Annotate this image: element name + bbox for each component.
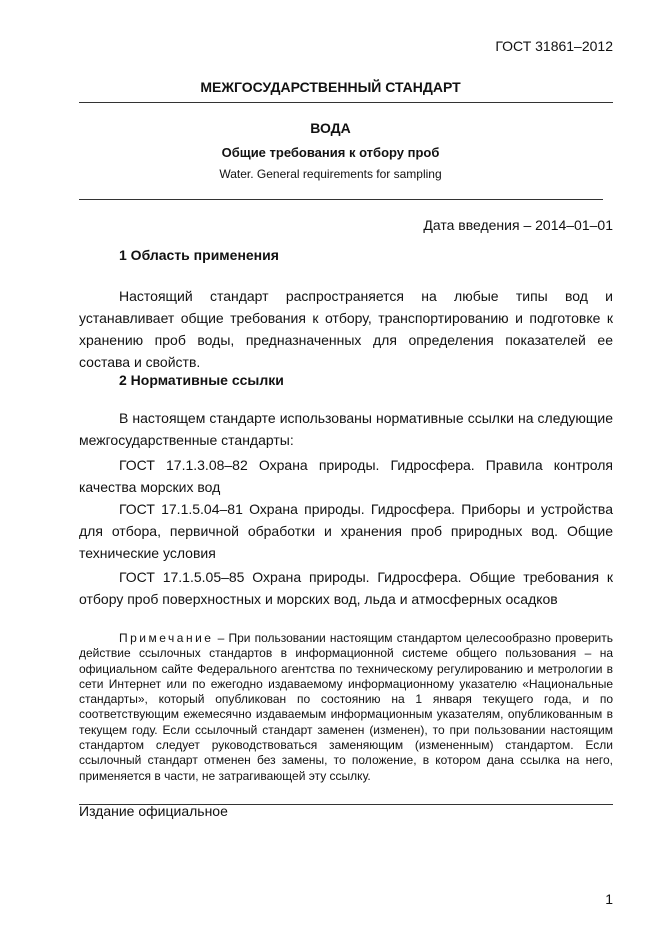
document-subtitle: Общие требования к отбору проб [221, 145, 440, 160]
page-number: 1 [605, 891, 613, 907]
document-title: ВОДА [310, 120, 351, 136]
section-1-heading: 1 Область применения [119, 247, 279, 263]
standard-type-heading: МЕЖГОСУДАРСТВЕННЫЙ СТАНДАРТ [200, 79, 461, 95]
document-code: ГОСТ 31861–2012 [495, 38, 613, 54]
section-2-intro: В настоящем стандарте использованы нормативные ссылки на следующие межгосударственные стандарты: [79, 410, 613, 448]
section-2-heading: 2 Нормативные ссылки [119, 372, 284, 388]
title-divider [79, 199, 603, 200]
reference-item: ГОСТ 17.1.5.05–85 Охрана природы. Гидросфера. Общие требования к отбору проб поверхностных и морских вод, льда и атмосферных осадков [79, 569, 613, 607]
note-label: Примечание [119, 631, 214, 645]
section-1-paragraph: Настоящий стандарт распространяется на любые типы вод и устанавливает общие требования к отбору, транспортированию и подготовке к хранению проб воды, предназначенных для определения показателей ее состава и свойств. [79, 288, 613, 370]
note-text: – При пользовании настоящим стандартом целесообразно проверить действие ссылочных стандартов в информационной системе общего пользования – на официальном сайте Федерального агентства по техническому регулированию и метрологии в сети Интернет или по ежегодно издаваемому информационному указателю «Национальные стандарты», который опубликован по состоянию на 1 января текущего года, и по соответствующим ежемесячно издаваемым информационным указателям, опубликованным в текущем году. Если ссылочный стандарт заменен (изменен), то при пользовании настоящим стандартом следует руководствоваться заменяющим (измененным) стандартом. Если ссылочный стандарт отменен без замены, то положение, в котором дана ссылка на него, применяется в части, не затрагивающей эту ссылку. [79, 631, 613, 783]
reference-item: ГОСТ 17.1.3.08–82 Охрана природы. Гидросфера. Правила контроля качества морских вод [79, 457, 613, 495]
introduction-date: Дата введения – 2014–01–01 [423, 217, 613, 233]
header-divider [79, 102, 613, 103]
edition-label: Издание официальное [79, 803, 228, 819]
english-title: Water. General requirements for sampling [219, 167, 442, 181]
note-block [79, 631, 613, 784]
reference-item: ГОСТ 17.1.5.04–81 Охрана природы. Гидросфера. Приборы и устройства для отбора, первичной обработки и хранения проб природных вод. Общие технические условия [79, 501, 613, 561]
